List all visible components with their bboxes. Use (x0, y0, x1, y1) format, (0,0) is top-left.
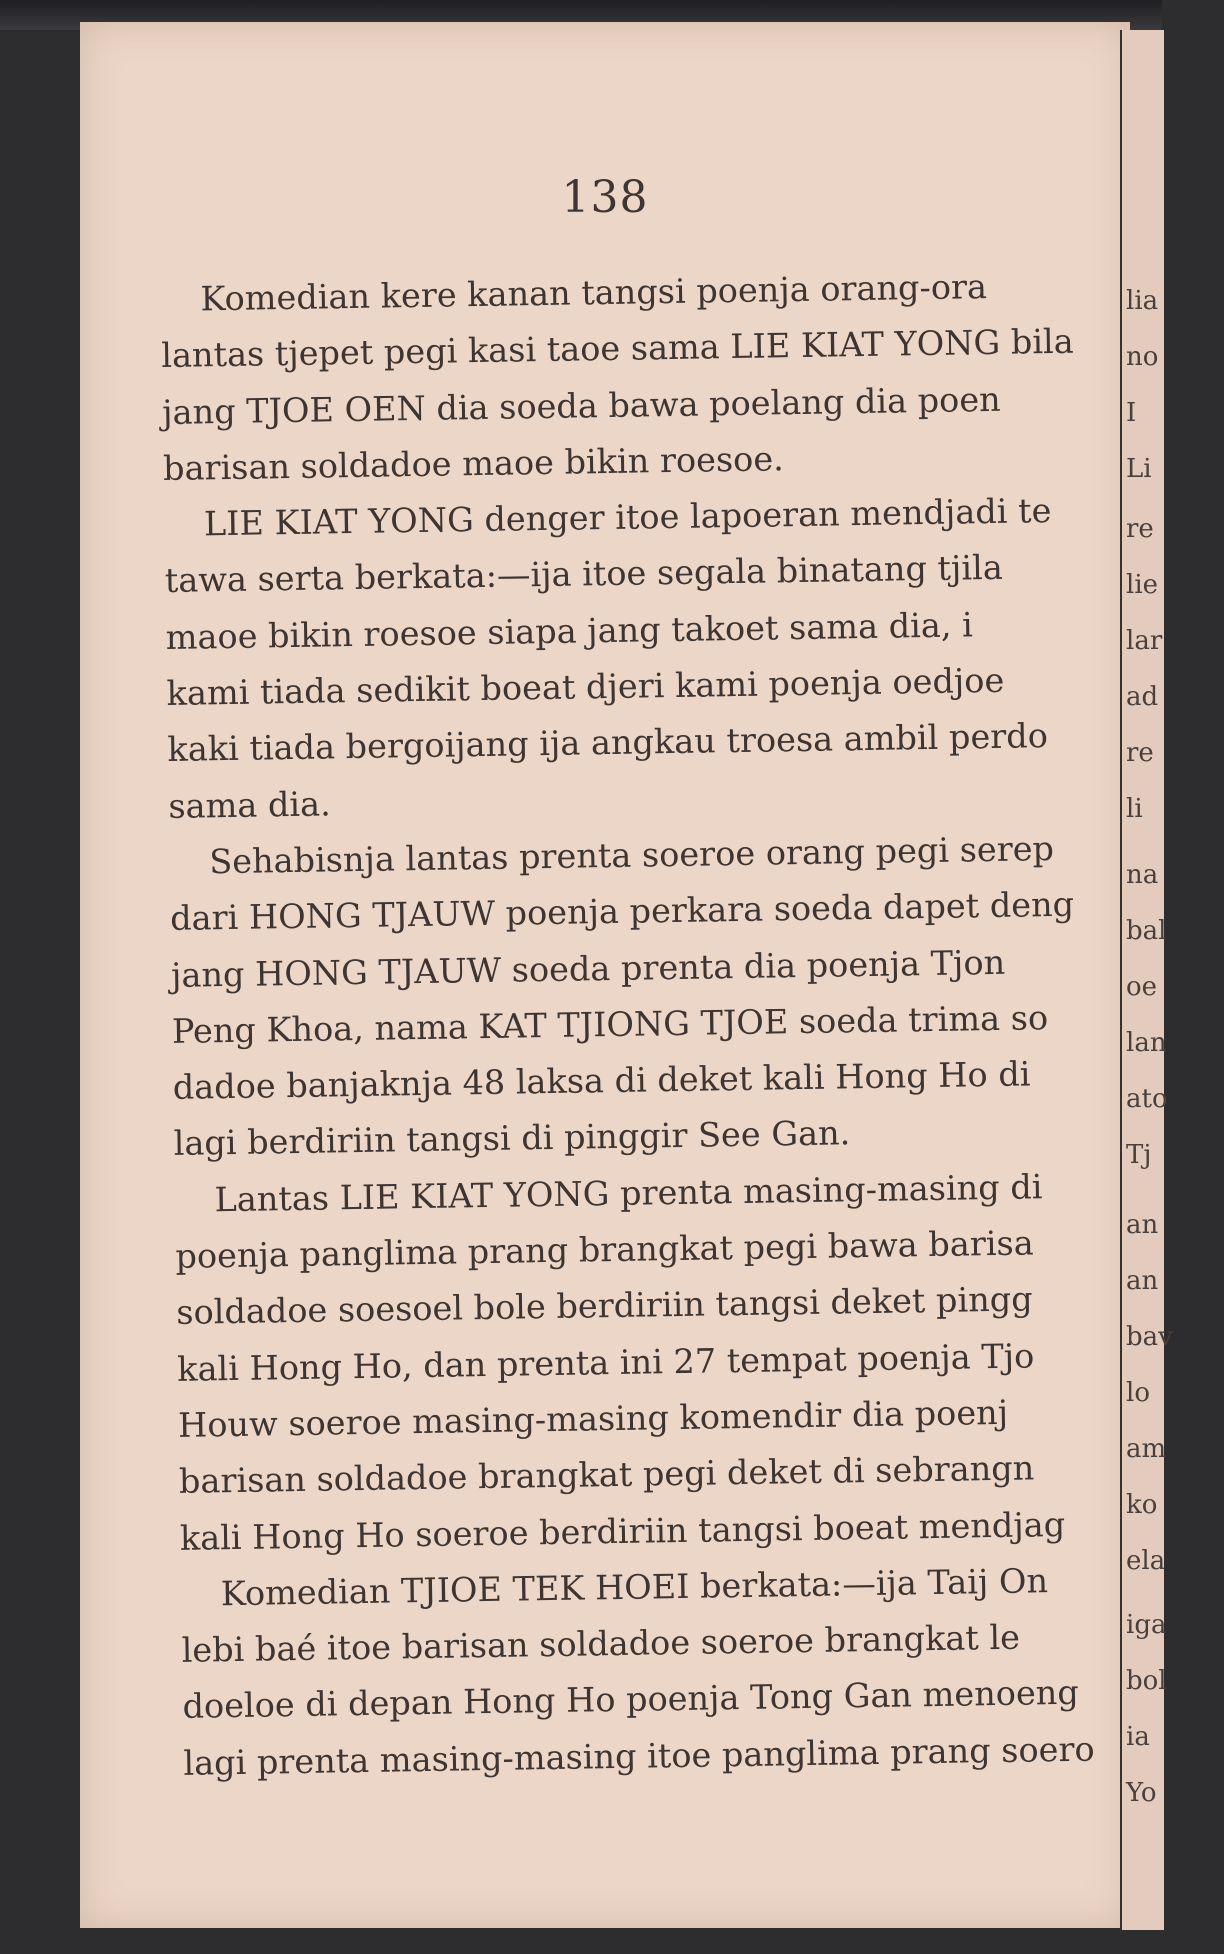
adjacent-page-fragment: am (1126, 1434, 1167, 1464)
text-line: Houw soeroe masing-masing komendir dia poenj (177, 1392, 1009, 1445)
adjacent-page-fragment: Li (1126, 454, 1152, 484)
text-line: kali Hong Ho soeroe berdiriin tangsi boeat mendjag (179, 1504, 1066, 1558)
adjacent-page-fragment: an (1126, 1266, 1159, 1296)
paragraph (164, 481, 1209, 835)
text-line: dadoe banjaknja 48 laksa di deket kali Hong Ho di (172, 1054, 1031, 1108)
adjacent-page-fragment: bol (1126, 1666, 1167, 1696)
adjacent-page-fragment: ela (1126, 1546, 1166, 1576)
adjacent-page-fragment: lia (1126, 286, 1159, 316)
text-line: doeloe di depan Hong Ho poenja Tong Gan menoeng (182, 1673, 1080, 1727)
adjacent-page-fragment: re (1126, 514, 1154, 544)
adjacent-page-fragment: lo (1126, 1378, 1150, 1408)
text-line: lagi berdiriin tangsi di pinggir See Gan. (173, 1113, 851, 1164)
text-line: Peng Khoa, nama KAT TJIONG TJOE soeda trima so (171, 998, 1049, 1051)
adjacent-page-fragment: I (1126, 398, 1137, 428)
paragraph (174, 1156, 1220, 1566)
text-line: dari HONG TJAUW poenja perkara soeda dapet deng (169, 884, 1075, 939)
paragraph (160, 256, 1203, 497)
paragraph (180, 1550, 1223, 1791)
adjacent-page-fragment: ko (1126, 1490, 1158, 1520)
adjacent-page-fragment: bav (1126, 1322, 1173, 1352)
text-line: jang TJOE OEN dia soeda bawa poelang dia poen (161, 379, 1001, 432)
adjacent-page-fragment: no (1126, 342, 1159, 372)
book-page (80, 22, 1130, 1928)
adjacent-page-fragment: bal (1126, 916, 1167, 946)
text-line: barisan soldadoe maoe bikin roesoe. (162, 439, 785, 488)
text-line: Komedian kere kanan tangsi poenja orang-ora (200, 267, 988, 319)
text-line: soldadoe soesoel bole berdiriin tangsi deket pingg (176, 1279, 1033, 1333)
adjacent-page-fragment: lan (1126, 1028, 1167, 1058)
text-line: lantas tjepet pegi kasi taoe sama LIE KIAT YONG bila (161, 321, 1074, 376)
text-line: LIE KIAT YONG denger itoe lapoeran mendjadi te (203, 491, 1052, 544)
adjacent-page-fragment: Yo (1126, 1778, 1157, 1808)
adjacent-page-fragment: iga (1126, 1610, 1167, 1640)
adjacent-page-fragment: lie (1126, 570, 1159, 600)
text-line: jang HONG TJAUW soeda prenta dia poenja Tjon (170, 942, 1006, 995)
adjacent-page-fragment: li (1126, 794, 1143, 824)
text-line: kali Hong Ho, dan prenta ini 27 tempat poenja Tjo (176, 1336, 1035, 1389)
adjacent-page-fragment: na (1126, 860, 1159, 890)
paragraph (169, 819, 1214, 1173)
adjacent-page-fragment: lar (1126, 626, 1163, 656)
text-line: Lantas LIE KIAT YONG prenta masing-masing di (214, 1167, 1043, 1220)
adjacent-page-fragment: ia (1126, 1722, 1150, 1752)
adjacent-page-edge (1120, 30, 1173, 1930)
adjacent-page-fragment: ato (1126, 1084, 1168, 1114)
adjacent-page-fragment: oe (1126, 972, 1158, 1002)
text-line: lebi baé itoe barisan soldadoe soeroe brangkat le (181, 1617, 1021, 1670)
text-line: lagi prenta masing-masing itoe panglima prang soero (183, 1729, 1095, 1783)
text-line: maoe bikin roesoe siapa jang takoet sama dia, i (165, 605, 974, 657)
adjacent-page-fragment: Tj (1126, 1140, 1152, 1170)
page-text (160, 256, 1224, 1792)
text-line: Sehabisnja lantas prenta soeroe orang pegi serep (208, 829, 1055, 882)
page-number: 138 (561, 172, 649, 223)
text-line: kami tiada sedikit boeat djeri kami poenja oedjoe (166, 660, 1005, 714)
text-line: sama dia. (168, 784, 332, 826)
adjacent-page-fragment: re (1126, 738, 1154, 768)
text-line: tawa serta berkata:—ija itoe segala binatang tjila (164, 548, 1004, 601)
text-line: kaki tiada bergoijang ija angkau troesa ambil perdo (167, 716, 1049, 770)
adjacent-page-fragment: an (1126, 1210, 1159, 1240)
text-line: Komedian TJIOE TEK HOEI berkata:—ija Taij On (220, 1561, 1049, 1614)
adjacent-page-fragment: ad (1126, 682, 1159, 712)
text-line: poenja panglima prang brangkat pegi bawa barisa (175, 1223, 1034, 1276)
text-line: barisan soldadoe brangkat pegi deket di sebrangn (178, 1448, 1035, 1502)
